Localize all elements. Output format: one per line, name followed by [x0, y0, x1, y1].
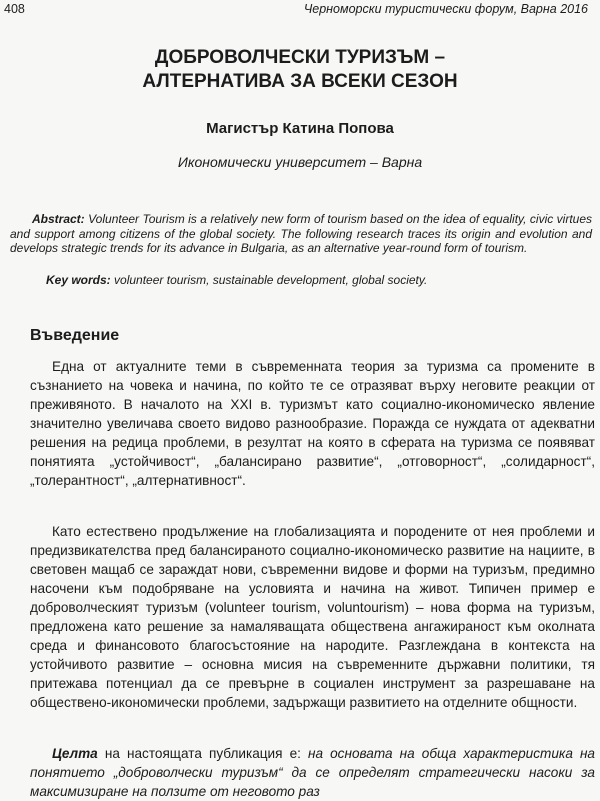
paragraph-3-rest: на основата на обща характеристика на понятието „доброволчески туризъм“ да се определят стратегически насоки за максимизиране на ползите от неговото раз [30, 746, 595, 799]
author-name: Магистър Катина Попова [206, 120, 394, 137]
keywords [46, 273, 592, 288]
article-title [0, 46, 600, 94]
paragraph-2-text: Като естествено продължение на глобализацията и породените от нея проблеми и предизвикателства пред балансираното социално-икономическо развитие на нациите, в световен мащаб се зараждат нови, съвременни видове и форми на туризъм, предимно насочени към подобряване на условията и начина на живот. Типичен пример е доброволческият туризъм (volunteer tourism, voluntourism) – нова форма на туризъм, предложена като решение за намаляващата обществена ангажираност към околната среда и финансовото благосъстояние на народите. Разглеждана в контекста на устойчивото развитие – основна мисия на съвременните държавни политики, тя притежава потенциал да се превърне в социален инструмент за разрешаване на обществено-икономически проблеми, задържащи развитието на отделните общности. [30, 524, 595, 710]
abstract-text: Volunteer Tourism is a relatively new form of tourism based on the idea of equality, civic virtues and support among citizens of the global society. The following research traces its origin and evolution and develops strategic trends for its advance in Bulgaria, as an alternative year-round form of tourism. [10, 212, 593, 256]
body-paragraph-1 [30, 357, 595, 490]
paragraph-3-lead: Целта [52, 746, 98, 761]
title-line-2: АЛТЕРНАТИВА ЗА ВСЕКИ СЕЗОН [142, 71, 458, 92]
paragraph-1-text: Една от актуалните теми в съвременната теория за туризма са промените в съзнанието на човека и начина, по който те се отразяват върху неговите реакции от преживяното. В началото на XXI в. туризмът като социално-икономическо явление значително увеличава своето видово разнообразие. Поражда се нуждата от адекватни решения на редица проблеми, в резултат на която в сферата на туризма се появяват понятията „устойчивост“, „балансирано развитие“, „отговорност“, „солидарност“, „толерантност“, „алтернативност“. [30, 359, 595, 488]
author-affiliation: Икономически университет – Варна [177, 154, 423, 170]
running-head: Черноморски туристически форум, Варна 2016 [303, 2, 588, 16]
keywords-text: volunteer tourism, sustainable development, global society. [114, 273, 428, 287]
page-number: 408 [4, 2, 25, 16]
abstract-label: Abstract: [32, 212, 85, 226]
abstract [10, 212, 592, 256]
body-paragraph-2 [30, 522, 595, 712]
paragraph-3-middle: на настоящата публикация е: [97, 746, 308, 761]
body-paragraph-3 [30, 744, 595, 801]
keywords-label: Key words: [46, 273, 111, 287]
title-line-1: ДОБРОВОЛЧЕСКИ ТУРИЗЪМ – [154, 47, 446, 68]
page-header [0, 2, 600, 20]
section-heading: Въведение [30, 327, 120, 344]
